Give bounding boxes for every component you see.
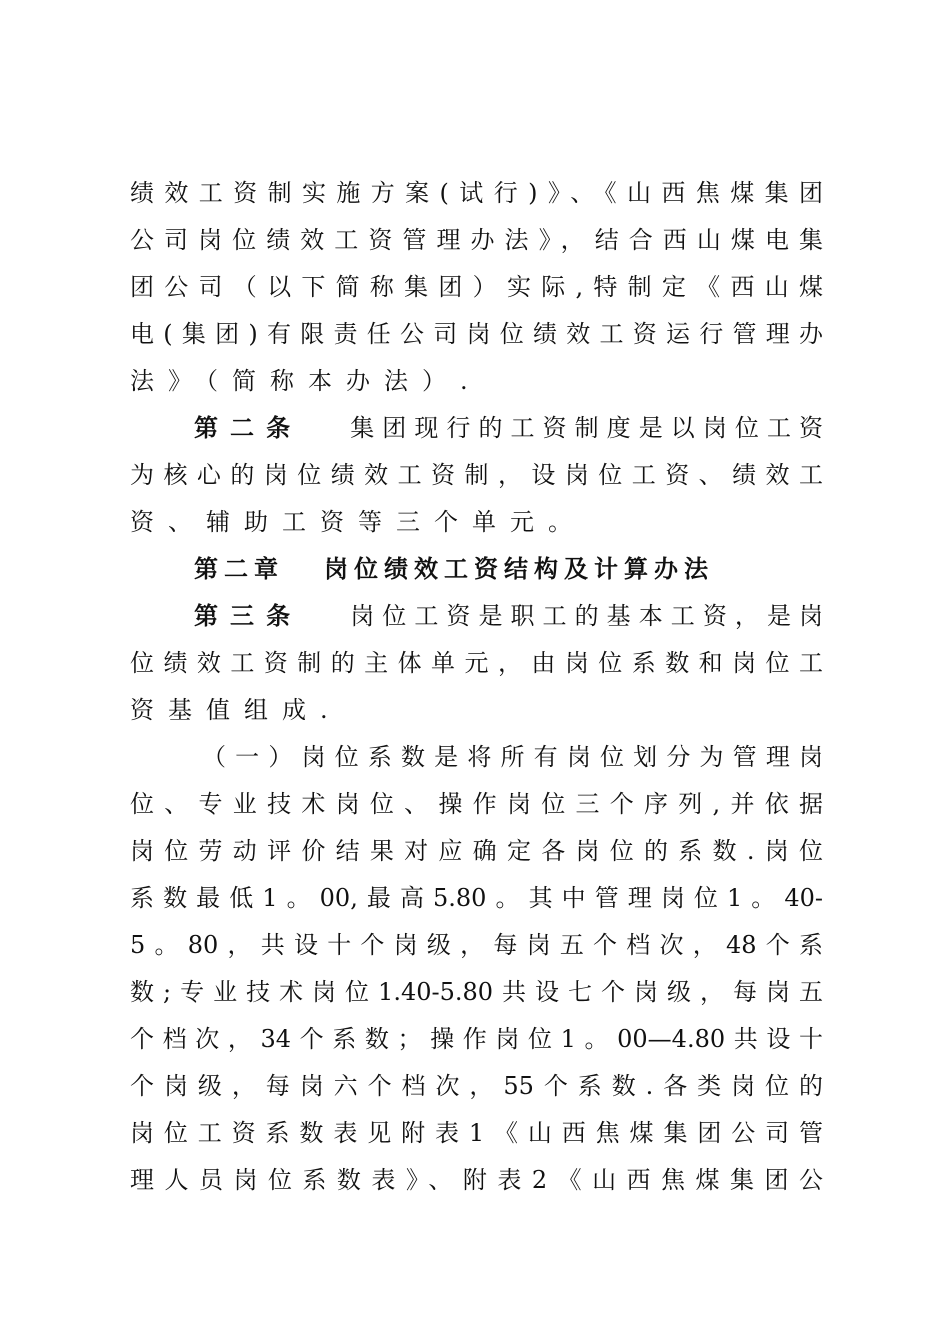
text-line: 数;专业技术岗位1.40-5.80共设七个岗级，每岗五 [130,978,823,1006]
chapter-2-title: 岗位绩效工资结构及计算办法 [324,555,714,583]
text-line: 公司岗位绩效工资管理办法》，结合西山煤电集 [130,226,823,254]
text-line: 资、辅助工资等三个单元。 [130,508,586,536]
text-line: 岗位工资系数表见附表1《山西焦煤集团公司管 [130,1119,823,1147]
article-2-label: 第二条 [194,414,303,442]
text-line: 理人员岗位系数表》、附表2《山西焦煤集团公 [130,1166,823,1194]
text-line: 电(集团)有限责任公司岗位绩效工资运行管理办 [130,320,823,348]
chapter-2-heading [130,546,823,593]
text-line: （一）岗位系数是将所有岗位划分为管理岗 [202,743,823,771]
text-line: 绩效工资制实施方案(试行)》、《山西焦煤集团 [130,179,823,207]
article-2-line [130,405,823,452]
article-3-line [130,593,823,640]
article-3-label: 第三条 [194,602,303,630]
document-body [130,170,823,1204]
text-line: 5。80，共设十个岗级，每岗五个档次，48个系 [130,931,823,959]
text-line: 系数最低1。00,最高5.80。其中管理岗位1。40- [130,884,823,912]
article-2-text: 集团现行的工资制度是以岗位工资 [342,414,824,442]
text-line: 岗位劳动评价结果对应确定各岗位的系数.岗位 [130,837,823,865]
text-line: 法》（简称本办法）. [130,367,482,395]
text-line: 团公司（以下简称集团）实际,特制定《西山煤 [130,273,823,301]
text-line: 位、专业技术岗位、操作岗位三个序列,并依据 [130,790,823,818]
text-line: 位绩效工资制的主体单元，由岗位系数和岗位工 [130,649,823,677]
text-line: 个岗级，每岗六个档次，55个系数.各类岗位的 [130,1072,823,1100]
text-line: 资基值组成. [130,696,342,724]
chapter-2-label: 第二章 [194,555,284,583]
article-3-text: 岗位工资是职工的基本工资，是岗 [342,602,824,630]
text-line: 个档次，34个系数；操作岗位1。00—4.80共设十 [130,1025,823,1053]
text-line: 为核心的岗位绩效工资制，设岗位工资、绩效工 [130,461,823,489]
